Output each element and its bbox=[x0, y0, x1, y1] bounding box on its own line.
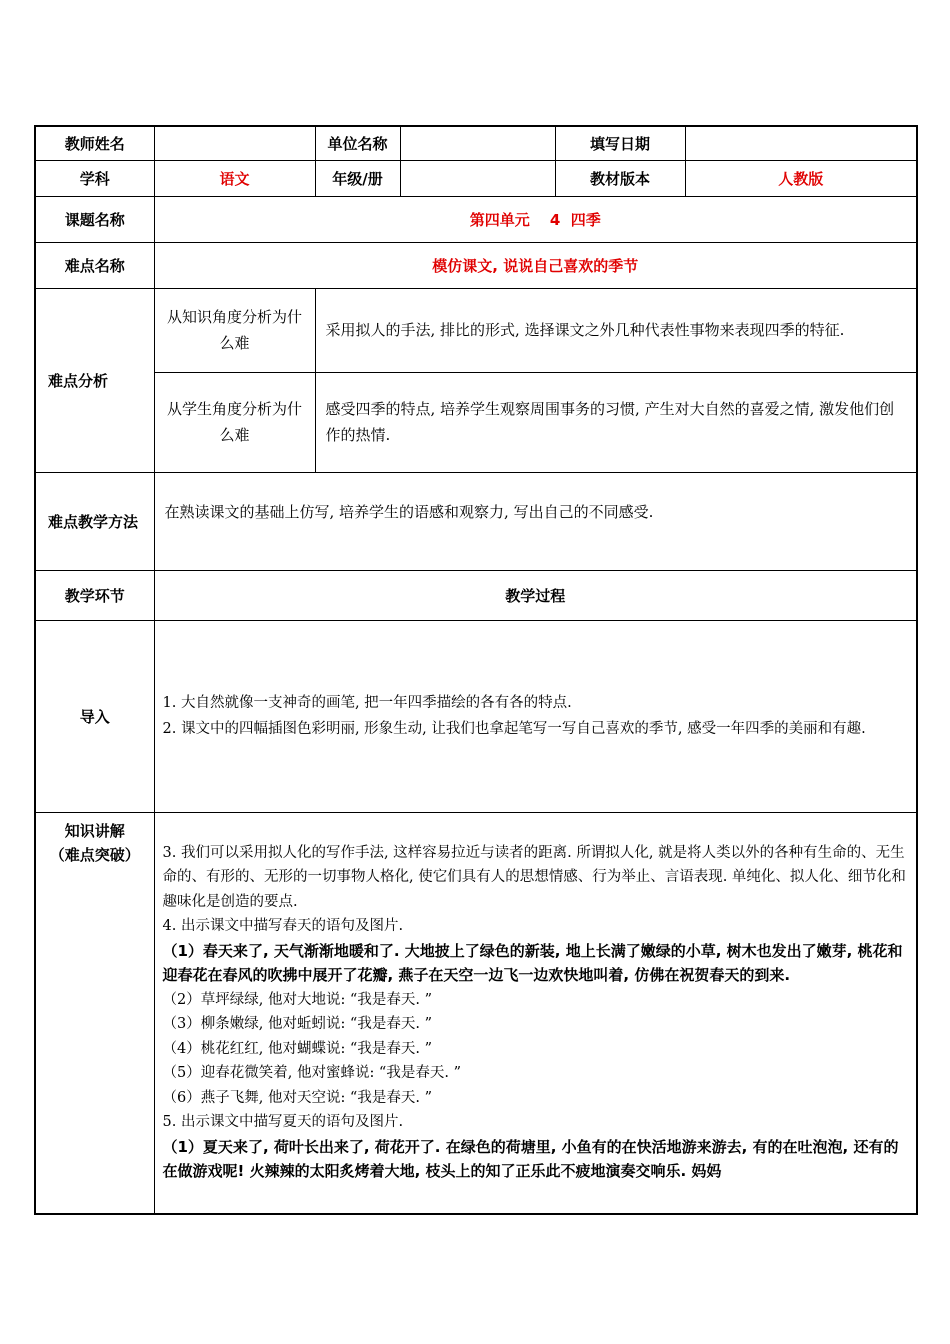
knowledge-paragraph-6: （4）桃花红红, 他对蝴蝶说: “我是春天. ” bbox=[162, 1040, 432, 1057]
knowledge-label-cell bbox=[35, 812, 154, 1214]
grade-value[interactable] bbox=[400, 160, 555, 196]
method-row bbox=[35, 472, 917, 570]
knowledge-paragraph-3: （1）春天来了, 天气渐渐地暖和了. 大地披上了绿色的新装, 地上长满了嫩绿的小草, 树木也发出了嫩芽, 桃花和迎春花在春风的吹拂中展开了花瓣, 燕子在天空一边飞一边欢快地叫着, 仿佛在祝贺春天的到来. bbox=[162, 941, 903, 984]
knowledge-paragraph-10: （1）夏天来了, 荷叶长出来了, 荷花开了. 在绿色的荷塘里, 小鱼有的在快活地游来游去, 有的在吐泡泡, 还有的在做游戏呢! 火辣辣的太阳炙烤着大地, 枝头上的知了正乐此不疲地演奏交响乐. 妈妈 bbox=[162, 1137, 899, 1180]
intro-label: 导入 bbox=[35, 620, 154, 812]
topic-value: 第四单元 4 四季 bbox=[154, 196, 917, 242]
knowledge-label-line-1: 知识讲解 bbox=[64, 821, 125, 840]
teacher-value[interactable] bbox=[154, 126, 315, 160]
topic-row bbox=[35, 196, 917, 242]
date-value[interactable] bbox=[685, 126, 917, 160]
knowledge-angle-label: 从知识角度分析为什么难 bbox=[154, 288, 315, 372]
lesson-plan-table bbox=[34, 125, 918, 1215]
unit-value[interactable] bbox=[400, 126, 555, 160]
grade-label: 年级/册 bbox=[315, 160, 400, 196]
teacher-label: 教师姓名 bbox=[35, 126, 154, 160]
knowledge-paragraph-8: （6）燕子飞舞, 他对天空说: “我是春天. ” bbox=[162, 1089, 432, 1106]
subject-value: 语文 bbox=[154, 160, 315, 196]
difficulty-value: 模仿课文, 说说自己喜欢的季节 bbox=[154, 242, 917, 288]
knowledge-paragraph-7: （5）迎春花微笑着, 他对蜜蜂说: “我是春天. ” bbox=[162, 1065, 461, 1081]
knowledge-row bbox=[35, 812, 917, 1214]
knowledge-paragraph-2: 4. 出示课文中描写春天的语句及图片. bbox=[162, 918, 404, 934]
edition-value: 人教版 bbox=[685, 160, 917, 196]
topic-label: 课题名称 bbox=[35, 196, 154, 242]
knowledge-content bbox=[154, 812, 917, 1214]
knowledge-paragraph-9: 5. 出示课文中描写夏天的语句及图片. bbox=[162, 1114, 404, 1130]
method-label: 难点教学方法 bbox=[35, 472, 154, 570]
analysis-knowledge-row bbox=[35, 288, 917, 372]
analysis-label: 难点分析 bbox=[35, 288, 154, 472]
intro-content bbox=[154, 620, 917, 812]
intro-row bbox=[35, 620, 917, 812]
stage-label: 教学环节 bbox=[35, 570, 154, 620]
intro-line-2: 2. 课文中的四幅插图色彩明丽, 形象生动, 让我们也拿起笔写一写自己喜欢的季节, 感受一年四季的美丽和有趣. bbox=[162, 721, 866, 737]
header-row-2 bbox=[35, 160, 917, 196]
student-angle-label: 从学生角度分析为什么难 bbox=[154, 372, 315, 472]
analysis-student-row bbox=[35, 372, 917, 472]
date-label: 填写日期 bbox=[555, 126, 685, 160]
edition-label: 教材版本 bbox=[555, 160, 685, 196]
knowledge-paragraph-5: （3）柳条嫩绿, 他对蚯蚓说: “我是春天. ” bbox=[162, 1016, 432, 1032]
knowledge-angle-text: 采用拟人的手法, 排比的形式, 选择课文之外几种代表性事物来表现四季的特征. bbox=[315, 288, 917, 372]
intro-line-1: 1. 大自然就像一支神奇的画笔, 把一年四季描绘的各有各的特点. bbox=[162, 694, 572, 711]
knowledge-label-line-2: （难点突破） bbox=[49, 845, 140, 864]
method-text: 在熟读课文的基础上仿写, 培养学生的语感和观察力, 写出自己的不同感受. bbox=[154, 472, 917, 570]
header-row-1 bbox=[35, 126, 917, 160]
difficulty-row bbox=[35, 242, 917, 288]
student-angle-text: 感受四季的特点, 培养学生观察周围事务的习惯, 产生对大自然的喜爱之情, 激发他们创作的热情. bbox=[315, 372, 917, 472]
process-header-row bbox=[35, 570, 917, 620]
process-label: 教学过程 bbox=[154, 570, 917, 620]
lesson-plan-sheet bbox=[34, 125, 916, 1215]
unit-label: 单位名称 bbox=[315, 126, 400, 160]
subject-label: 学科 bbox=[35, 160, 154, 196]
knowledge-paragraph-1: 3. 我们可以采用拟人化的写作手法, 这样容易拉近与读者的距离. 所谓拟人化, 就是将人类以外的各种有生命的、无生命的、有形的、无形的一切事物人格化, 使它们具有人的思想情感、行为举止、言语表现. 单纯化、拟人化、细节化和趣味化是创造的要点. bbox=[162, 844, 906, 910]
knowledge-paragraph-4: （2）草坪绿绿, 他对大地说: “我是春天. ” bbox=[162, 991, 432, 1008]
difficulty-label: 难点名称 bbox=[35, 242, 154, 288]
